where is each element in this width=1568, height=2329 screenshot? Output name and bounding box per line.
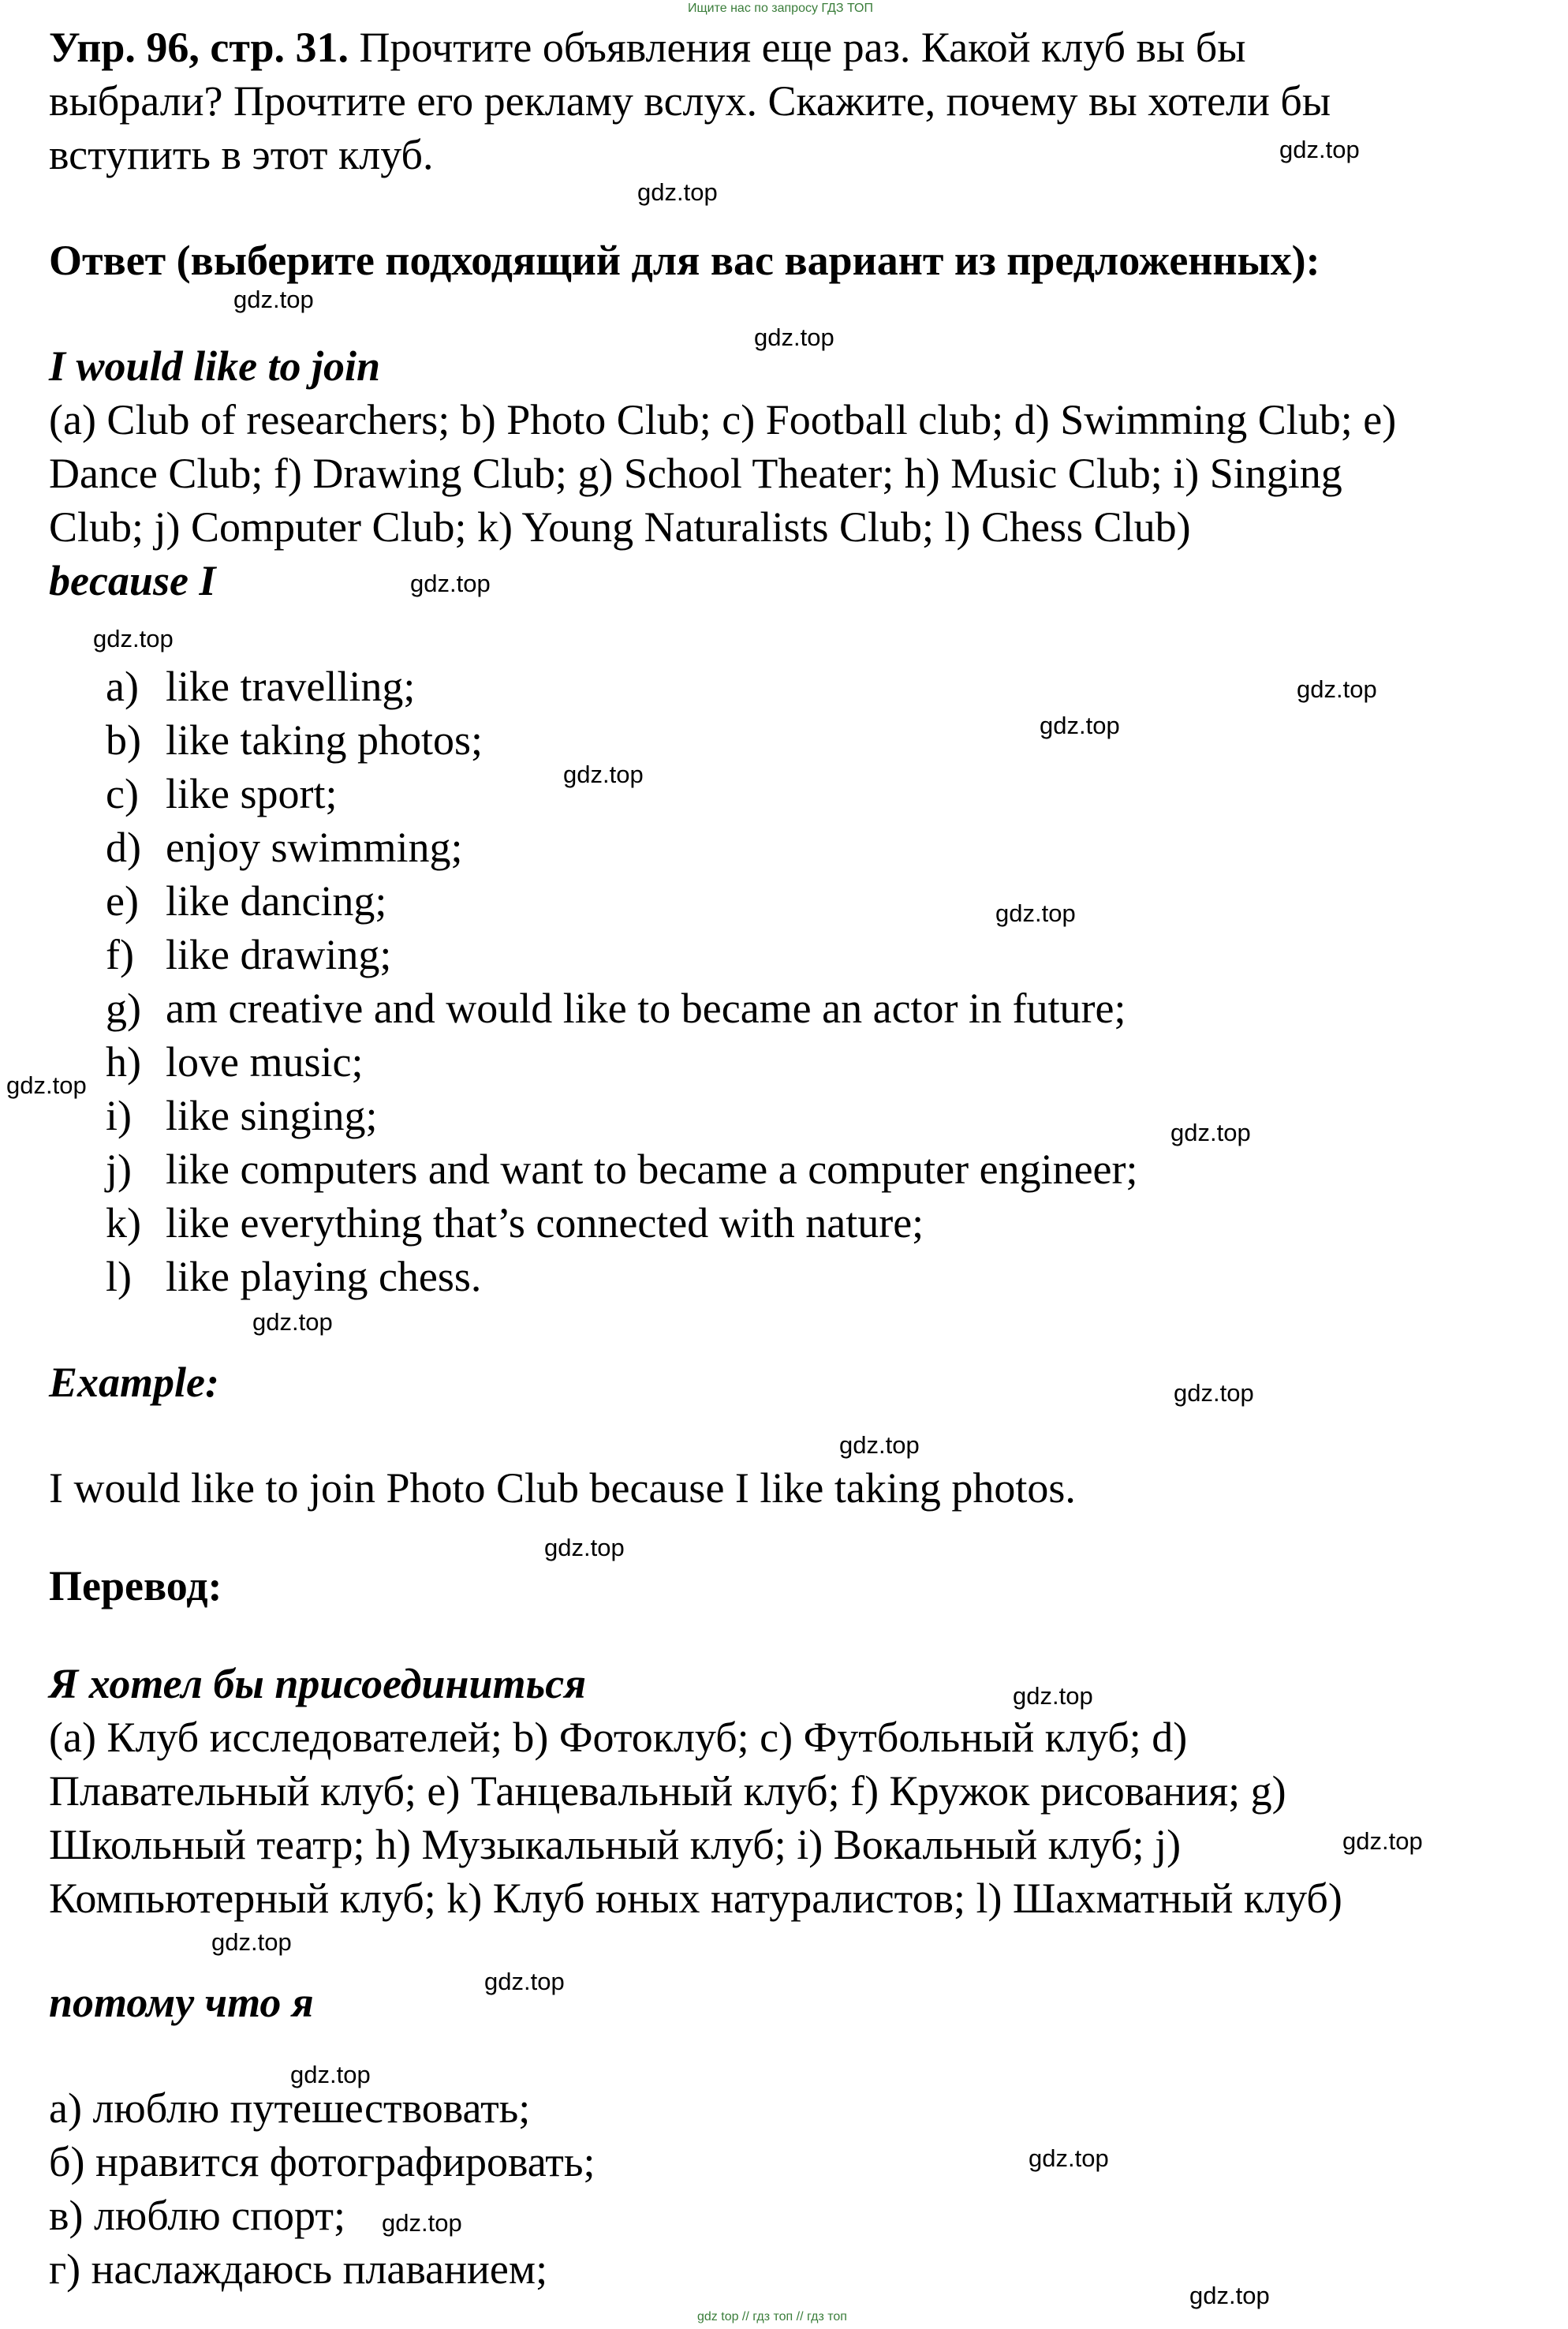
translation-reason: г) наслаждаюсь плаванием;	[49, 2245, 548, 2293]
watermark: gdz.top	[1029, 2144, 1109, 2172]
example-text: I would like to join Photo Club because I like taking photos.	[49, 1464, 1076, 1512]
watermark: gdz.top	[1013, 1682, 1093, 1710]
translation-because-heading: потому что я	[49, 1979, 314, 2026]
clubs-line: Club; j) Computer Club; k) Young Naturalists Club; l) Chess Club)	[49, 503, 1191, 551]
task-text-1: Прочтите объявления еще раз. Какой клуб вы бы	[349, 24, 1246, 71]
reason-item: f) like drawing;	[106, 931, 392, 978]
watermark: gdz.top	[6, 1071, 87, 1099]
translation-join-heading: Я хотел бы присоединиться	[49, 1660, 587, 1707]
reason-item: d) enjoy swimming;	[106, 824, 463, 871]
reason-item: j) like computers and want to became a computer engineer;	[106, 1146, 1138, 1193]
watermark: gdz.top	[1279, 136, 1360, 163]
watermark: gdz.top	[544, 1534, 625, 1561]
task-label: Упр. 96, стр. 31.	[49, 24, 349, 71]
task-line-1	[49, 21, 1246, 74]
reason-item: i) like singing;	[106, 1092, 378, 1139]
translation-heading: Перевод:	[49, 1562, 222, 1609]
watermark: gdz.top	[1297, 675, 1377, 703]
watermark: gdz.top	[839, 1431, 920, 1459]
answer-heading: Ответ (выберите подходящий для вас вариант из предложенных):	[49, 237, 1320, 284]
example-heading: Example:	[49, 1359, 219, 1406]
watermark: gdz.top	[1170, 1119, 1251, 1146]
translation-clubs-line: Школьный театр; h) Музыкальный клуб; i) Вокальный клуб; j)	[49, 1821, 1182, 1868]
reason-item: k) like everything that’s connected with nature;	[106, 1199, 924, 1247]
translation-reason: б) нравится фотографировать;	[49, 2138, 595, 2185]
reason-item: l) like playing chess.	[106, 1253, 482, 1300]
watermark: gdz.top	[995, 899, 1076, 927]
watermark: gdz.top	[563, 761, 644, 788]
translation-clubs-line: Плавательный клуб; e) Танцевальный клуб; f) Кружок рисования; g)	[49, 1767, 1286, 1815]
translation-clubs-line: (a) Клуб исследователей; b) Фотоклуб; c) Футбольный клуб; d)	[49, 1714, 1188, 1761]
watermark: gdz.top	[484, 1968, 565, 1995]
watermark: gdz.top	[211, 1928, 292, 1956]
header-note: Ищите нас по запросу ГДЗ ТОП	[688, 2, 873, 15]
task-line-2: выбрали? Прочтите его рекламу вслух. Скажите, почему вы хотели бы	[49, 77, 1331, 125]
reason-item: b) like taking photos;	[106, 716, 483, 764]
watermark: gdz.top	[1174, 1379, 1254, 1407]
watermark: gdz.top	[1342, 1827, 1423, 1855]
reason-item: e) like dancing;	[106, 877, 387, 925]
join-heading: I would like to join	[49, 342, 381, 390]
watermark: gdz.top	[382, 2209, 462, 2237]
translation-reason: в) люблю спорт;	[49, 2192, 345, 2239]
reason-item: g) am creative and would like to became an actor in future;	[106, 985, 1126, 1032]
watermark: gdz.top	[93, 625, 174, 652]
watermark: gdz.top	[637, 178, 718, 206]
clubs-line: (a) Club of researchers; b) Photo Club; c) Football club; d) Swimming Club; e)	[49, 396, 1397, 443]
watermark: gdz.top	[1040, 712, 1120, 739]
task-line-3: вступить в этот клуб.	[49, 131, 434, 178]
translation-clubs-line: Компьютерный клуб; k) Клуб юных натуралистов; l) Шахматный клуб)	[49, 1875, 1342, 1922]
watermark: gdz.top	[410, 570, 491, 597]
because-heading: because I	[49, 557, 216, 604]
clubs-line: Dance Club; f) Drawing Club; g) School Theater; h) Music Club; i) Singing	[49, 450, 1342, 497]
watermark: gdz.top	[1189, 2282, 1270, 2309]
translation-reason: а) люблю путешествовать;	[49, 2084, 531, 2132]
watermark: gdz.top	[233, 286, 314, 313]
watermark: gdz.top	[252, 1308, 333, 1336]
footer-note: gdz top // гдз топ // гдз топ	[697, 2310, 847, 2323]
reason-item: h) love music;	[106, 1038, 364, 1086]
watermark: gdz.top	[290, 2061, 371, 2088]
reason-item: c) like sport;	[106, 770, 338, 817]
watermark: gdz.top	[754, 323, 834, 351]
reason-item: a) like travelling;	[106, 663, 416, 710]
